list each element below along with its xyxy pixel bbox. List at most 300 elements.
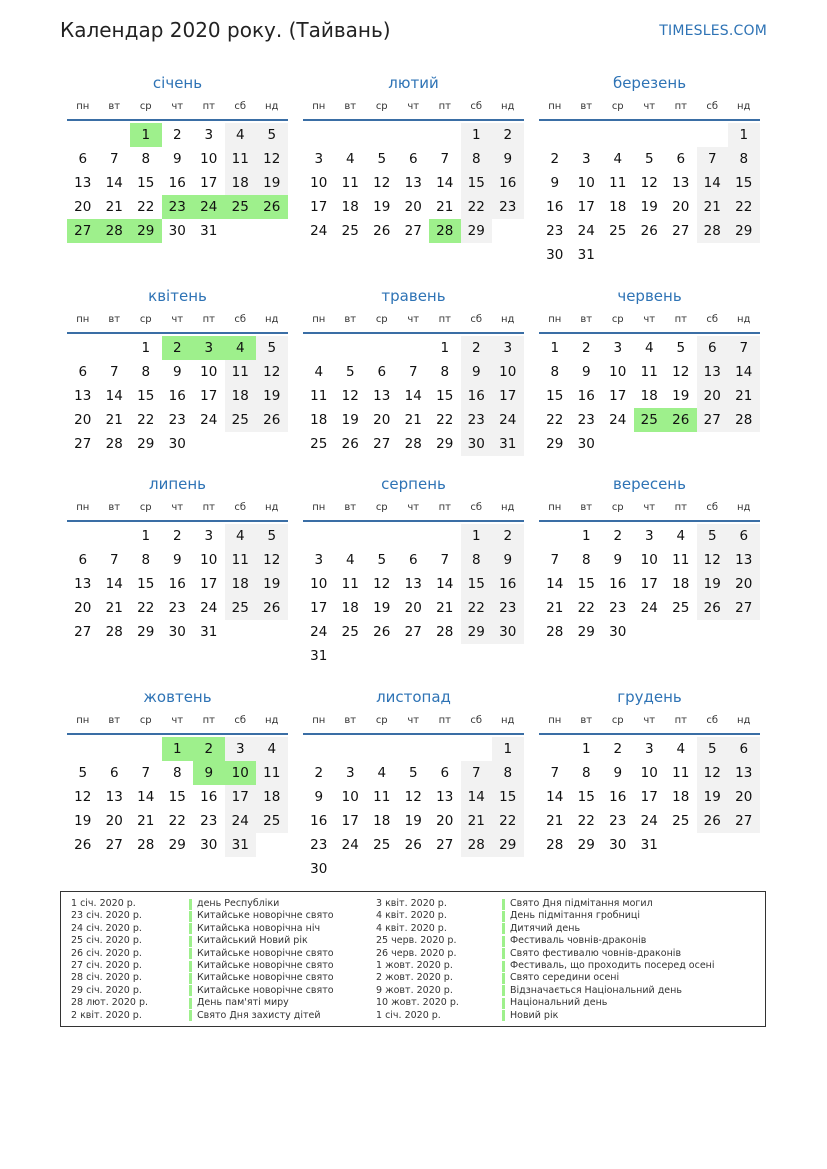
day-cell: 30	[200, 837, 218, 853]
day-cell: 22	[492, 809, 524, 833]
weekday-label: нд	[737, 715, 751, 726]
weekday-header	[67, 500, 288, 516]
legend-holiday-entry	[502, 923, 715, 935]
empty-cell	[366, 737, 398, 761]
legend-holiday-entry	[502, 997, 715, 1009]
day-cell: 12	[256, 360, 288, 384]
empty-cell	[429, 123, 461, 147]
day-cell: 28	[404, 436, 422, 452]
day-cell: 24	[640, 813, 658, 829]
day-cell: 29	[577, 624, 595, 640]
holiday-day-cell: 25	[634, 408, 666, 432]
day-cell: 25	[225, 596, 257, 620]
month-name: жовтень	[143, 688, 212, 706]
day-cell: 8	[728, 147, 760, 171]
weekday-label: чт	[171, 715, 184, 726]
legend-date: 23 січ. 2020 р.	[71, 910, 142, 922]
holiday-color-marker	[189, 1010, 192, 1021]
legend-date: 26 черв. 2020 р.	[376, 947, 457, 959]
day-cell: 3	[225, 737, 257, 761]
day-cell: 11	[672, 552, 690, 568]
day-cell: 10	[341, 789, 359, 805]
day-cell: 29	[137, 624, 155, 640]
day-cell: 15	[492, 785, 524, 809]
day-cell: 18	[310, 412, 328, 428]
day-cell: 30	[168, 624, 186, 640]
weekday-label: ср	[139, 502, 152, 513]
day-cell: 18	[256, 785, 288, 809]
day-cell: 9	[461, 360, 493, 384]
legend-holiday-entry	[502, 960, 715, 972]
weekday-label: пн	[76, 715, 90, 726]
day-cell: 15	[461, 572, 493, 596]
empty-cell	[571, 123, 603, 147]
day-cell: 2	[613, 741, 623, 757]
day-cell: 8	[461, 147, 493, 171]
month-block	[303, 286, 524, 456]
day-cell: 19	[256, 171, 288, 195]
day-cell: 16	[461, 384, 493, 408]
day-cell: 13	[436, 789, 454, 805]
day-cell: 22	[728, 195, 760, 219]
day-cell: 19	[697, 785, 729, 809]
weekday-label: вт	[344, 715, 357, 726]
legend-date: 28 лют. 2020 р.	[71, 997, 148, 1009]
day-cell: 25	[672, 813, 690, 829]
holiday-color-marker	[502, 948, 505, 959]
day-cell: 1	[461, 123, 493, 147]
day-cell: 28	[546, 624, 564, 640]
weekday-label: сб	[234, 101, 247, 112]
weekday-label: сб	[470, 715, 483, 726]
legend-date: 2 жовт. 2020 р.	[376, 972, 453, 984]
holiday-day-cell: 28	[429, 219, 461, 243]
day-cell: 15	[461, 171, 493, 195]
day-cell: 6	[109, 765, 119, 781]
weekday-header	[303, 99, 524, 115]
day-cell: 29	[728, 219, 760, 243]
holiday-day-cell: 1	[162, 737, 194, 761]
empty-cell	[602, 123, 634, 147]
day-cell: 17	[492, 384, 524, 408]
holiday-day-cell: 2	[193, 737, 225, 761]
weekday-label: вт	[344, 101, 357, 112]
divider	[303, 332, 524, 334]
day-cell: 14	[461, 785, 493, 809]
holiday-day-cell: 28	[99, 219, 131, 243]
weekday-label: сб	[706, 502, 719, 513]
day-cell: 1	[440, 340, 450, 356]
day-cell: 24	[640, 600, 658, 616]
weekday-label: нд	[501, 502, 515, 513]
weekday-label: пт	[438, 715, 451, 726]
day-cell: 22	[436, 412, 454, 428]
empty-cell	[539, 737, 571, 761]
day-cell: 30	[168, 436, 186, 452]
day-cell: 18	[672, 789, 690, 805]
day-cell: 20	[728, 572, 760, 596]
day-cell: 30	[492, 620, 524, 644]
weekday-label: сб	[706, 314, 719, 325]
day-cell: 22	[546, 412, 564, 428]
month-name: грудень	[617, 688, 682, 706]
day-cell: 12	[256, 548, 288, 572]
day-cell: 23	[492, 596, 524, 620]
day-cell: 28	[105, 436, 123, 452]
month-name: вересень	[613, 475, 686, 493]
day-cell: 8	[492, 761, 524, 785]
holiday-color-marker	[189, 948, 192, 959]
day-cell: 18	[672, 576, 690, 592]
day-cell: 24	[609, 412, 627, 428]
day-cell: 28	[697, 219, 729, 243]
day-cell: 13	[373, 388, 391, 404]
weekday-label: пт	[202, 101, 215, 112]
weekday-label: чт	[407, 101, 420, 112]
day-cell: 22	[461, 596, 493, 620]
day-cell: 26	[697, 596, 729, 620]
legend-holiday-entry	[189, 985, 334, 997]
day-cell: 6	[78, 151, 88, 167]
weekday-label: нд	[265, 101, 279, 112]
weekday-label: пт	[674, 502, 687, 513]
day-cell: 30	[310, 861, 328, 877]
day-cell: 9	[314, 789, 324, 805]
day-cell: 15	[728, 171, 760, 195]
day-cell: 24	[492, 408, 524, 432]
day-cell: 21	[404, 412, 422, 428]
weekday-label: вт	[108, 502, 121, 513]
day-cell: 18	[341, 600, 359, 616]
weekday-label: чт	[643, 314, 656, 325]
day-cell: 20	[728, 785, 760, 809]
holiday-day-cell: 3	[193, 336, 225, 360]
day-cell: 27	[697, 408, 729, 432]
weekday-label: вт	[580, 314, 593, 325]
day-cell: 15	[137, 175, 155, 191]
day-cell: 12	[697, 548, 729, 572]
day-cell: 13	[728, 761, 760, 785]
weekday-label: сб	[234, 715, 247, 726]
legend-holiday-name: Свято середини осені	[510, 972, 620, 984]
day-cell: 21	[105, 412, 123, 428]
legend-date: 4 квіт. 2020 р.	[376, 910, 447, 922]
day-grid	[303, 336, 524, 456]
day-cell: 27	[404, 624, 422, 640]
day-cell: 23	[546, 223, 564, 239]
holiday-day-cell: 27	[67, 219, 99, 243]
day-cell: 27	[74, 436, 92, 452]
divider	[67, 119, 288, 121]
day-cell: 2	[613, 528, 623, 544]
legend-date: 27 січ. 2020 р.	[71, 959, 142, 971]
day-cell: 12	[373, 175, 391, 191]
legend-holiday-name: Китайське новорічне свято	[197, 947, 334, 959]
legend-holiday-entry	[502, 985, 715, 997]
day-cell: 6	[676, 151, 686, 167]
day-cell: 14	[728, 360, 760, 384]
legend-holiday-name: Свято Дня підмітання могил	[510, 898, 653, 909]
weekday-header	[67, 713, 288, 729]
weekday-label: вт	[108, 715, 121, 726]
day-cell: 30	[168, 223, 186, 239]
day-cell: 16	[546, 199, 564, 215]
day-cell: 9	[550, 175, 560, 191]
empty-cell	[398, 524, 430, 548]
legend-holiday-entry	[189, 997, 334, 1009]
day-cell: 7	[550, 765, 560, 781]
day-cell: 11	[225, 147, 257, 171]
empty-cell	[335, 123, 367, 147]
empty-cell	[99, 123, 131, 147]
month-name: травень	[381, 287, 446, 305]
weekday-label: пт	[674, 101, 687, 112]
day-cell: 10	[577, 175, 595, 191]
day-cell: 12	[640, 175, 658, 191]
day-cell: 1	[492, 737, 524, 761]
month-name: березень	[612, 74, 687, 92]
day-cell: 24	[310, 223, 328, 239]
legend-holiday-entry	[189, 898, 334, 910]
day-cell: 10	[200, 151, 218, 167]
day-cell: 21	[436, 600, 454, 616]
day-cell: 8	[141, 552, 151, 568]
day-cell: 19	[697, 572, 729, 596]
day-cell: 18	[225, 171, 257, 195]
day-cell: 7	[408, 364, 418, 380]
legend-date: 1 жовт. 2020 р.	[376, 959, 453, 971]
legend-date: 2 квіт. 2020 р.	[71, 1009, 142, 1021]
weekday-label: нд	[265, 502, 279, 513]
day-cell: 18	[609, 199, 627, 215]
day-cell: 22	[137, 199, 155, 215]
holiday-day-cell: 26	[256, 195, 288, 219]
weekday-label: нд	[501, 101, 515, 112]
day-cell: 27	[728, 596, 760, 620]
day-cell: 1	[461, 524, 493, 548]
legend-holiday-entry	[502, 935, 715, 947]
holiday-color-marker	[502, 961, 505, 972]
legend-holiday-entry	[502, 898, 715, 910]
day-cell: 9	[613, 552, 623, 568]
holiday-color-marker	[189, 998, 192, 1009]
day-cell: 16	[577, 388, 595, 404]
holiday-day-cell: 24	[193, 195, 225, 219]
month-name: лютий	[388, 74, 439, 92]
legend-holiday-name: День пам'яті миру	[197, 997, 289, 1009]
day-cell: 18	[225, 384, 257, 408]
holiday-color-marker	[189, 985, 192, 996]
weekday-label: пт	[202, 314, 215, 325]
legend-holiday-entry	[502, 910, 715, 922]
day-cell: 10	[200, 552, 218, 568]
month-block	[67, 286, 288, 456]
day-cell: 17	[640, 789, 658, 805]
legend-date: 24 січ. 2020 р.	[71, 922, 142, 934]
day-cell: 29	[168, 837, 186, 853]
day-cell: 12	[672, 364, 690, 380]
holiday-color-marker	[189, 911, 192, 922]
day-cell: 1	[581, 741, 591, 757]
day-cell: 1	[728, 123, 760, 147]
month-name: серпень	[381, 475, 446, 493]
empty-cell	[99, 524, 131, 548]
holiday-color-marker	[502, 923, 505, 934]
holiday-day-cell: 9	[193, 761, 225, 785]
weekday-header	[67, 312, 288, 328]
weekday-label: ср	[139, 715, 152, 726]
day-grid	[303, 737, 524, 881]
weekday-header	[539, 500, 760, 516]
day-cell: 21	[697, 195, 729, 219]
brand-logo-link[interactable]: TIMESLES.COM	[659, 23, 767, 39]
divider	[67, 733, 288, 735]
weekday-label: сб	[470, 101, 483, 112]
day-cell: 22	[577, 600, 595, 616]
day-cell: 4	[676, 528, 686, 544]
empty-cell	[335, 524, 367, 548]
day-cell: 5	[676, 340, 686, 356]
day-cell: 29	[492, 833, 524, 857]
weekday-label: вт	[344, 314, 357, 325]
day-cell: 30	[609, 837, 627, 853]
weekday-label: нд	[501, 715, 515, 726]
legend-date: 10 жовт. 2020 р.	[376, 997, 459, 1009]
empty-cell	[303, 524, 335, 548]
empty-cell	[366, 336, 398, 360]
day-cell: 20	[373, 412, 391, 428]
weekday-label: пн	[312, 502, 326, 513]
day-cell: 27	[728, 809, 760, 833]
empty-cell	[130, 737, 162, 761]
day-cell: 7	[141, 765, 151, 781]
weekday-label: пн	[312, 101, 326, 112]
day-cell: 29	[546, 436, 564, 452]
day-cell: 30	[577, 436, 595, 452]
weekday-label: пн	[548, 502, 562, 513]
weekday-label: ср	[611, 715, 624, 726]
day-cell: 26	[256, 596, 288, 620]
month-block	[539, 687, 760, 857]
day-cell: 25	[341, 624, 359, 640]
day-cell: 28	[105, 624, 123, 640]
day-cell: 14	[105, 576, 123, 592]
day-cell: 14	[105, 175, 123, 191]
weekday-label: чт	[171, 314, 184, 325]
legend-holiday-name: Китайське новорічне свято	[197, 972, 334, 984]
day-cell: 16	[609, 789, 627, 805]
day-cell: 9	[172, 151, 182, 167]
day-cell: 8	[550, 364, 560, 380]
day-cell: 14	[546, 576, 564, 592]
day-cell: 17	[341, 813, 359, 829]
weekday-header	[303, 500, 524, 516]
day-cell: 5	[377, 552, 387, 568]
holiday-color-marker	[502, 973, 505, 984]
empty-cell	[539, 524, 571, 548]
weekday-label: вт	[580, 715, 593, 726]
day-cell: 3	[345, 765, 355, 781]
weekday-header	[303, 713, 524, 729]
day-cell: 14	[105, 388, 123, 404]
day-cell: 3	[204, 528, 214, 544]
day-cell: 31	[200, 624, 218, 640]
weekday-label: пт	[438, 502, 451, 513]
day-cell: 17	[200, 388, 218, 404]
day-cell: 16	[200, 789, 218, 805]
day-cell: 23	[310, 837, 328, 853]
weekday-label: сб	[234, 502, 247, 513]
month-block	[67, 474, 288, 644]
day-cell: 5	[256, 336, 288, 360]
empty-cell	[303, 123, 335, 147]
legend-holiday-entry	[189, 910, 334, 922]
weekday-label: чт	[171, 502, 184, 513]
day-cell: 23	[609, 600, 627, 616]
legend-holiday-name: Китайський Новий рік	[197, 935, 308, 947]
weekday-label: чт	[407, 502, 420, 513]
day-cell: 13	[404, 175, 422, 191]
weekday-label: сб	[234, 314, 247, 325]
day-cell: 17	[225, 785, 257, 809]
day-cell: 20	[404, 600, 422, 616]
day-cell: 13	[74, 388, 92, 404]
day-cell: 21	[728, 384, 760, 408]
day-cell: 13	[74, 576, 92, 592]
day-cell: 9	[492, 147, 524, 171]
day-cell: 2	[172, 528, 182, 544]
legend-date: 29 січ. 2020 р.	[71, 984, 142, 996]
day-cell: 20	[404, 199, 422, 215]
holiday-color-marker	[502, 985, 505, 996]
empty-cell	[67, 737, 99, 761]
day-cell: 15	[137, 388, 155, 404]
day-cell: 3	[204, 127, 214, 143]
day-cell: 11	[373, 789, 391, 805]
holiday-color-marker	[502, 998, 505, 1009]
day-cell: 28	[137, 837, 155, 853]
day-cell: 1	[550, 340, 560, 356]
weekday-label: ср	[139, 314, 152, 325]
day-cell: 15	[577, 789, 595, 805]
weekday-label: ср	[375, 502, 388, 513]
day-cell: 15	[137, 576, 155, 592]
day-cell: 20	[436, 813, 454, 829]
day-cell: 16	[492, 572, 524, 596]
legend-names-col-2	[502, 898, 715, 1022]
weekday-label: сб	[470, 314, 483, 325]
day-grid	[67, 123, 288, 243]
day-cell: 9	[172, 364, 182, 380]
month-block	[539, 73, 760, 267]
day-cell: 31	[225, 833, 257, 857]
legend-holiday-name: Свято Дня захисту дітей	[197, 1009, 321, 1021]
divider	[67, 520, 288, 522]
day-cell: 10	[310, 175, 328, 191]
day-cell: 21	[137, 813, 155, 829]
empty-cell	[634, 123, 666, 147]
day-cell: 21	[105, 199, 123, 215]
day-cell: 1	[141, 528, 151, 544]
weekday-label: пн	[76, 101, 90, 112]
day-cell: 22	[577, 813, 595, 829]
weekday-label: пн	[312, 314, 326, 325]
day-cell: 21	[436, 199, 454, 215]
weekday-label: пн	[548, 314, 562, 325]
day-cell: 31	[310, 648, 328, 664]
day-cell: 10	[492, 360, 524, 384]
weekday-label: ср	[611, 502, 624, 513]
